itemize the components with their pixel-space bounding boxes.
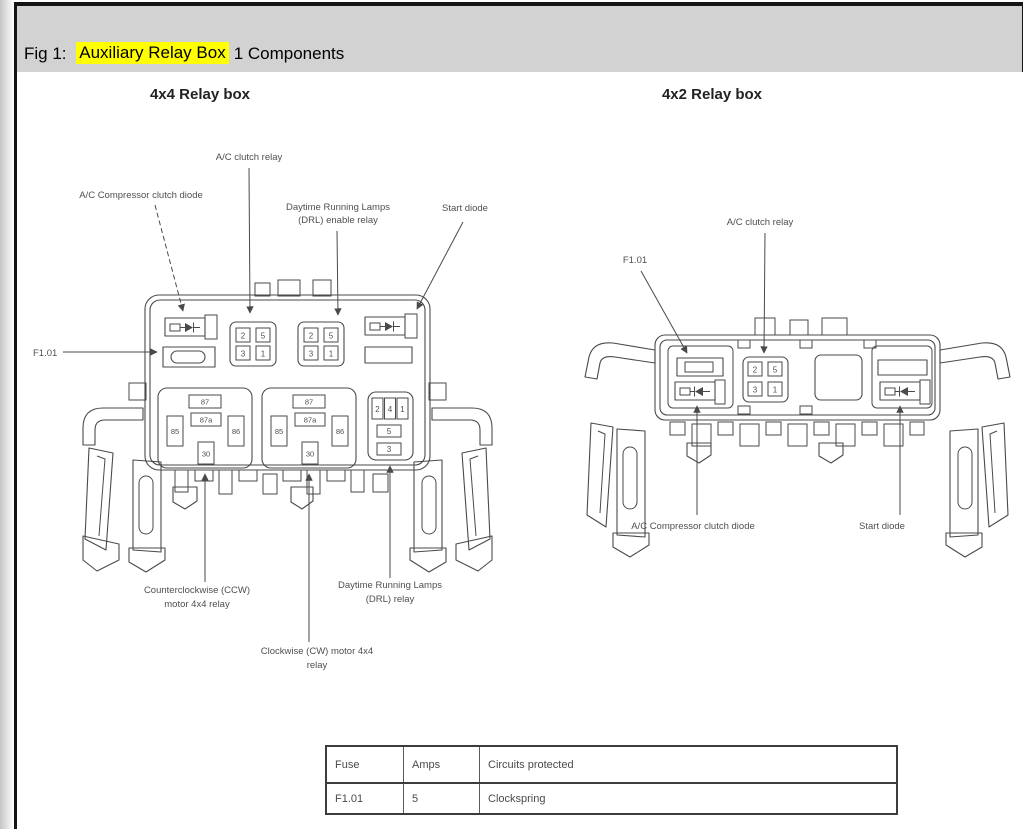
figure-title-bar	[17, 6, 1022, 72]
figure-title-suffix: 1 Components	[233, 44, 345, 63]
callout-drl-relay-line2: (DRL) relay	[365, 594, 415, 605]
pin-label: 5	[328, 331, 334, 341]
relay-box-4x4-diagram	[25, 130, 525, 690]
callout-fuse-f101: F1.01	[622, 255, 648, 266]
pin-label: 85	[274, 427, 284, 436]
ac-compressor-clutch-diode-component	[165, 315, 217, 339]
pin-label: 1	[328, 349, 334, 359]
figure-title-prefix: Fig 1:	[24, 44, 72, 63]
ac-compressor-clutch-diode-component	[675, 380, 725, 404]
start-diode-component	[365, 314, 417, 338]
callout-drl-enable-relay-line1: Daytime Running Lamps	[285, 202, 391, 213]
fuse-table-cell-circuits: Clockspring	[480, 783, 898, 814]
fuse-table-header-fuse: Fuse	[326, 746, 404, 783]
callout-ac-compressor-clutch-diode: A/C Compressor clutch diode	[79, 190, 203, 201]
callout-drl-enable-relay-line2: (DRL) enable relay	[298, 215, 378, 226]
window-left-margin	[0, 0, 14, 829]
mounting-arm-left	[83, 383, 165, 572]
fuse-table-header-circuits: Circuits protected	[480, 746, 898, 783]
pin-label: 87	[304, 397, 314, 407]
pin-label: 86	[335, 427, 345, 436]
fuse-table-row	[326, 783, 897, 814]
callout-cw-relay-line2: relay	[306, 660, 328, 671]
pin-label: 30	[201, 449, 211, 459]
spare-slot	[365, 347, 412, 363]
pin-label: 87a	[199, 415, 213, 425]
callout-ac-compressor-clutch-diode: A/C Compressor clutch diode	[631, 521, 755, 532]
pin-label: 3	[386, 445, 392, 454]
blank-module	[815, 355, 862, 400]
fuse-table-cell-amps: 5	[404, 783, 480, 814]
pin-label: 5	[772, 365, 778, 375]
pin-label: 87a	[303, 415, 317, 425]
pin-label: 2	[375, 405, 380, 414]
window-frame-left	[14, 2, 17, 829]
pin-label: 2	[240, 331, 246, 341]
pin-label: 3	[308, 349, 314, 359]
pin-label: 85	[170, 427, 180, 436]
fuse-table	[325, 745, 898, 815]
fuse-f101-component	[677, 358, 723, 376]
callout-ac-clutch-relay: A/C clutch relay	[726, 217, 794, 228]
pin-label: 1	[772, 385, 778, 395]
pin-label: 3	[240, 349, 246, 359]
callouts-4x2	[623, 217, 905, 532]
bottom-tabs	[670, 422, 924, 463]
pin-label: 86	[231, 427, 241, 436]
pin-label: 30	[305, 449, 315, 459]
relay-box-4x2-body	[655, 318, 940, 420]
pin-label: 1	[400, 405, 405, 414]
pin-label: 5	[386, 427, 392, 436]
mounting-arm-right	[940, 343, 1010, 557]
callouts-4x4	[33, 152, 488, 671]
fuse-table-header-row	[326, 746, 897, 783]
mounting-arm-right	[410, 383, 492, 572]
spare-slot	[878, 360, 927, 375]
pin-label: 87	[200, 397, 210, 407]
callout-cw-relay-line1: Clockwise (CW) motor 4x4	[260, 646, 374, 657]
ccw-motor-relay-component	[158, 388, 252, 468]
pin-label: 2	[308, 331, 314, 341]
fuse-f101-component	[163, 347, 215, 367]
figure-title-highlight: Auxiliary Relay Box	[76, 42, 228, 64]
fuse-table-cell-fuse: F1.01	[326, 783, 404, 814]
drl-relay-connector-component	[368, 392, 413, 460]
pin-label: 3	[752, 385, 758, 395]
ac-clutch-relay-component	[230, 322, 276, 366]
fuse-table-header-amps: Amps	[404, 746, 480, 783]
callout-start-diode: Start diode	[442, 203, 488, 214]
relay-box-4x2-diagram	[575, 185, 1024, 560]
callout-start-diode: Start diode	[859, 521, 905, 532]
drl-enable-relay-component	[298, 322, 344, 366]
pin-label: 1	[260, 349, 266, 359]
callout-ac-clutch-relay: A/C clutch relay	[215, 152, 283, 163]
heading-4x2-relay-box: 4x2 Relay box	[661, 86, 763, 103]
callout-fuse-f101: F1.01	[33, 348, 58, 359]
pin-label: 4	[387, 405, 393, 414]
callout-ccw-relay-line2: motor 4x4 relay	[164, 599, 230, 610]
callout-drl-relay-line1: Daytime Running Lamps	[337, 580, 443, 591]
pin-label: 2	[752, 365, 758, 375]
cw-motor-relay-component	[262, 388, 356, 468]
ac-clutch-relay-component	[743, 357, 788, 402]
callout-ccw-relay-line1: Counterclockwise (CCW)	[143, 585, 251, 596]
pin-label: 5	[260, 331, 266, 341]
heading-4x4-relay-box: 4x4 Relay box	[149, 86, 251, 103]
start-diode-component	[880, 380, 930, 404]
